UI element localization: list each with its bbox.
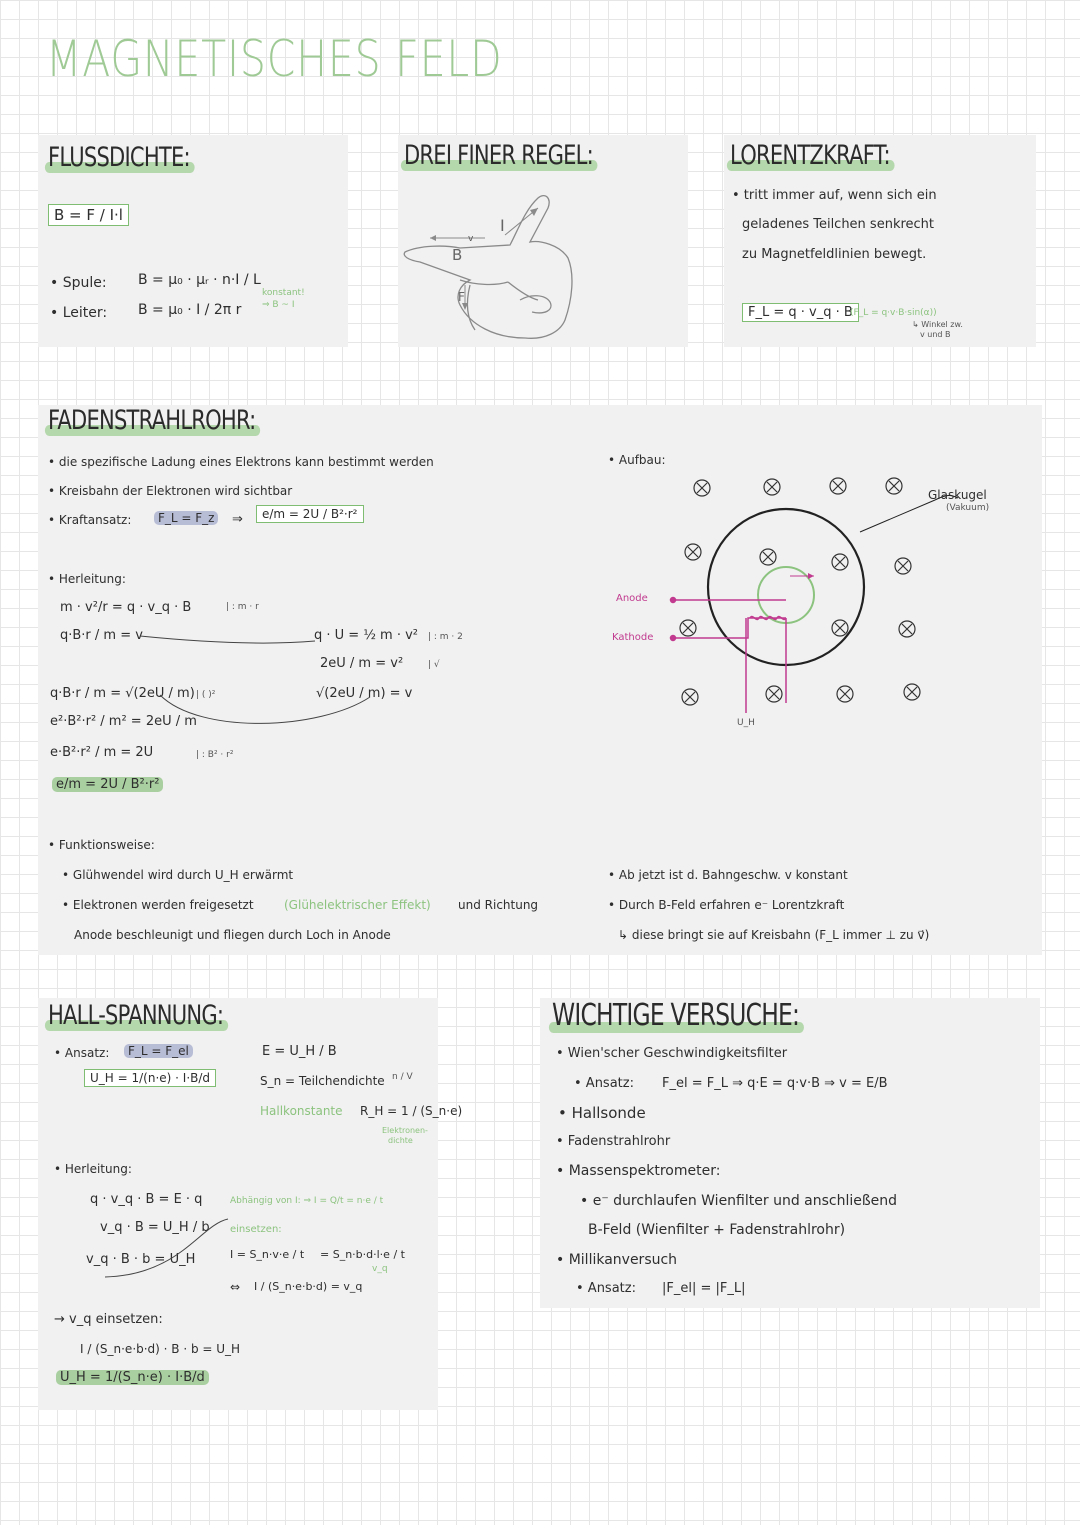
fsr-right1: • Ab jetzt ist d. Bahngeschw. v konstant [608,868,848,882]
field-marker [837,686,853,702]
hand-drawing [400,190,600,340]
elektronendichte-label: Elektronen- [382,1126,428,1135]
lorentz-line3: zu Magnetfeldlinien bewegt. [742,247,927,262]
energie-step1-note: | : m · 2 [428,632,463,642]
vakuum-label: (Vakuum) [946,503,990,513]
herleitung-step3-note: | ( )² [196,690,216,700]
herleitung-step3: q·B·r / m = √(2eU / m) [50,686,195,701]
herleitung-step1: m · v²/r = q · v_q · B [60,600,192,615]
energie-step2-note: | √ [428,660,440,670]
hall-ansatz-label: • Ansatz: [54,1046,110,1060]
hall-step3: v_q · B · b = U_H [86,1252,196,1267]
funktion-line1: • Glühwendel wird durch U_H erwärmt [62,868,294,882]
lorentz-heading: LORENTZKRAFT: [730,140,890,171]
hall-i-formula2: = S_n·b·d·l·e / t [320,1248,405,1261]
fsr-right3: ↳ diese bringt sie auf Kreisbahn (F_L immer ⊥ zu v⃗) [618,928,930,942]
aufbau-diagram [600,470,1030,770]
uh-label: U_H [737,718,755,728]
hall-i-formula3: I / (S_n·e·b·d) = v_q [254,1280,363,1293]
field-marker [694,480,710,496]
hall-equiv: ⇔ [230,1280,241,1294]
hall-heading: HALL-SPANNUNG: [48,1000,224,1031]
hall-final2: U_H = 1/(S_n·e) · I·B/d [56,1370,209,1385]
field-marker [680,620,696,636]
anode-label: Anode [616,593,648,604]
versuche-item1-ansatz: • Ansatz: [574,1076,634,1091]
herleitung-result: e/m = 2U / B²·r² [52,777,163,792]
leiter-formula: B = μ₀ · I / 2π r [138,302,242,318]
kraft-arrow: ⇒ [232,512,243,527]
hall-einsetzen: einsetzen: [230,1224,282,1235]
herleitung-step2: q·B·r / m = v [60,628,143,643]
lorentz-line1: • tritt immer auf, wenn sich ein [732,188,937,203]
field-marker [764,479,780,495]
versuche-item2: • Hallsonde [558,1104,646,1122]
versuche-heading: WICHTIGE VERSUCHE: [552,998,800,1033]
energie-step2: 2eU / m = v² [320,656,404,671]
hall-rh-formula: R_H = 1 / (S_n·e) [360,1104,463,1118]
hall-ansatz-highlight: F_L = F_el [124,1044,193,1058]
herleitung-step5-note: | : B² · r² [196,750,234,760]
leiter-label: • Leiter: [50,305,108,321]
herleitung-arrows [130,625,430,745]
angle-note: ↳ Winkel zw. [912,320,963,329]
finger-label-b: B [452,246,463,264]
versuche-item1-formula: F_el = F_L ⇒ q·E = q·v·B ⇒ v = E/B [662,1076,888,1091]
fsr-bullet3: • Kraftansatz: [48,513,132,527]
hall-abh: Abhängig von I: ⇒ I = Q/t = n·e / t [230,1196,384,1206]
hall-e-formula: E = U_H / B [262,1044,337,1059]
page-title: MAGNETISCHES FELD [46,30,503,88]
fsr-result-box: e/m = 2U / B²·r² [256,505,364,523]
flussdichte-heading: FLUSSDICHTE: [48,142,190,173]
spule-formula: B = μ₀ · μᵣ · n·I / L [138,272,261,288]
field-marker [830,478,846,494]
field-marker [682,689,698,705]
hall-herleitung-label: • Herleitung: [54,1162,132,1176]
drei-finger-heading: DREI FINER REGEL: [404,140,593,171]
hall-step1: q · v_q · B = E · q [90,1192,203,1207]
hall-einsetzen2: → v_q einsetzen: [54,1312,163,1327]
hallkonstante-label: Hallkonstante [260,1104,343,1118]
funktion-line2c: und Richtung [458,898,539,912]
konstant-note: konstant! [262,288,305,298]
versuche-item4: • Massenspektrometer: [556,1163,721,1179]
field-marker [886,478,902,494]
field-marker [685,544,701,560]
flussdichte-formula-box: B = F / I·l [48,204,129,226]
versuche-item4b: B-Feld (Wienfilter + Fadenstrahlrohr) [588,1222,846,1238]
field-marker [904,684,920,700]
angle-note2: v und B [920,330,951,339]
hall-sn-label: S_n = Teilchendichte [260,1074,385,1088]
versuche-item5-formula: |F_el| = |F_L| [662,1281,746,1296]
b-field-markers [680,478,920,705]
funktion-line2b: (Glühelektrischer Effekt) [284,898,431,912]
glaskugel-label: Glaskugel [928,488,987,502]
hall-final1: I / (S_n·e·b·d) · B · b = U_H [80,1342,241,1356]
fsr-bullet1: • die spezifische Ladung eines Elektrons kann bestimmt werden [48,455,434,469]
versuche-item5-ansatz: • Ansatz: [576,1281,636,1296]
kreisbahn-circle [758,567,814,623]
kraft-highlight: F_L = F_z [154,511,218,525]
hall-result-box: U_H = 1/(n·e) · I·B/d [84,1069,216,1087]
versuche-item1: • Wien'scher Geschwindigkeitsfilter [556,1046,788,1061]
hall-arrow [100,1215,260,1295]
energie-step1: q · U = ½ m · v² [314,628,419,643]
herleitung-label: • Herleitung: [48,572,126,586]
funktion-line2a: • Elektronen werden freigesetzt [62,898,254,912]
energie-step3: √(2eU / m) = v [316,686,413,701]
herleitung-step5: e·B²·r² / m = 2U [50,745,154,760]
fsr-bullet2: • Kreisbahn der Elektronen wird sichtbar [48,484,293,498]
hall-sn-unit: n / V [392,1072,413,1082]
hall-i-formula: I = S_n·v·e / t [230,1248,305,1261]
field-marker [760,549,776,565]
herleitung-step4: e²·B²·r² / m² = 2eU / m [50,714,197,729]
herleitung-step1-note: | : m · r [226,602,259,612]
spule-label: • Spule: [50,275,107,291]
field-marker [832,620,848,636]
versuche-item4a: • e⁻ durchlaufen Wienfilter und anschließend [580,1193,898,1209]
funktion-line3: Anode beschleunigt und fliegen durch Loch in Anode [74,928,391,942]
fsr-right2: • Durch B-Feld erfahren e⁻ Lorentzkraft [608,898,845,912]
fadenstrahlrohr-heading: FADENSTRAHLROHR: [48,405,256,436]
versuche-item5: • Millikanversuch [556,1252,678,1268]
versuche-item3: • Fadenstrahlrohr [556,1134,671,1149]
field-marker [832,554,848,570]
b-proportional-note: ⇒ B ~ I [262,300,295,310]
finger-label-f: F [458,290,465,304]
lorentz-formula: F_L = q · v_q · B [742,303,859,322]
elektronendichte-label2: dichte [388,1136,413,1145]
lorentz-formula-note: (F_L = q·v·B·sin(α)) [850,308,937,318]
hall-step2: v_q · B = U_H / b [100,1220,210,1235]
finger-label-i: I [500,216,505,235]
hall-vq-note: v_q [372,1264,388,1274]
funktion-label: • Funktionsweise: [48,838,155,852]
field-marker [766,686,782,702]
finger-label-v: v [468,234,474,244]
kathode-label: Kathode [612,632,654,643]
field-marker [899,621,915,637]
field-marker [895,558,911,574]
lorentz-line2: geladenes Teilchen senkrecht [742,217,935,232]
aufbau-label: • Aufbau: [608,453,666,467]
